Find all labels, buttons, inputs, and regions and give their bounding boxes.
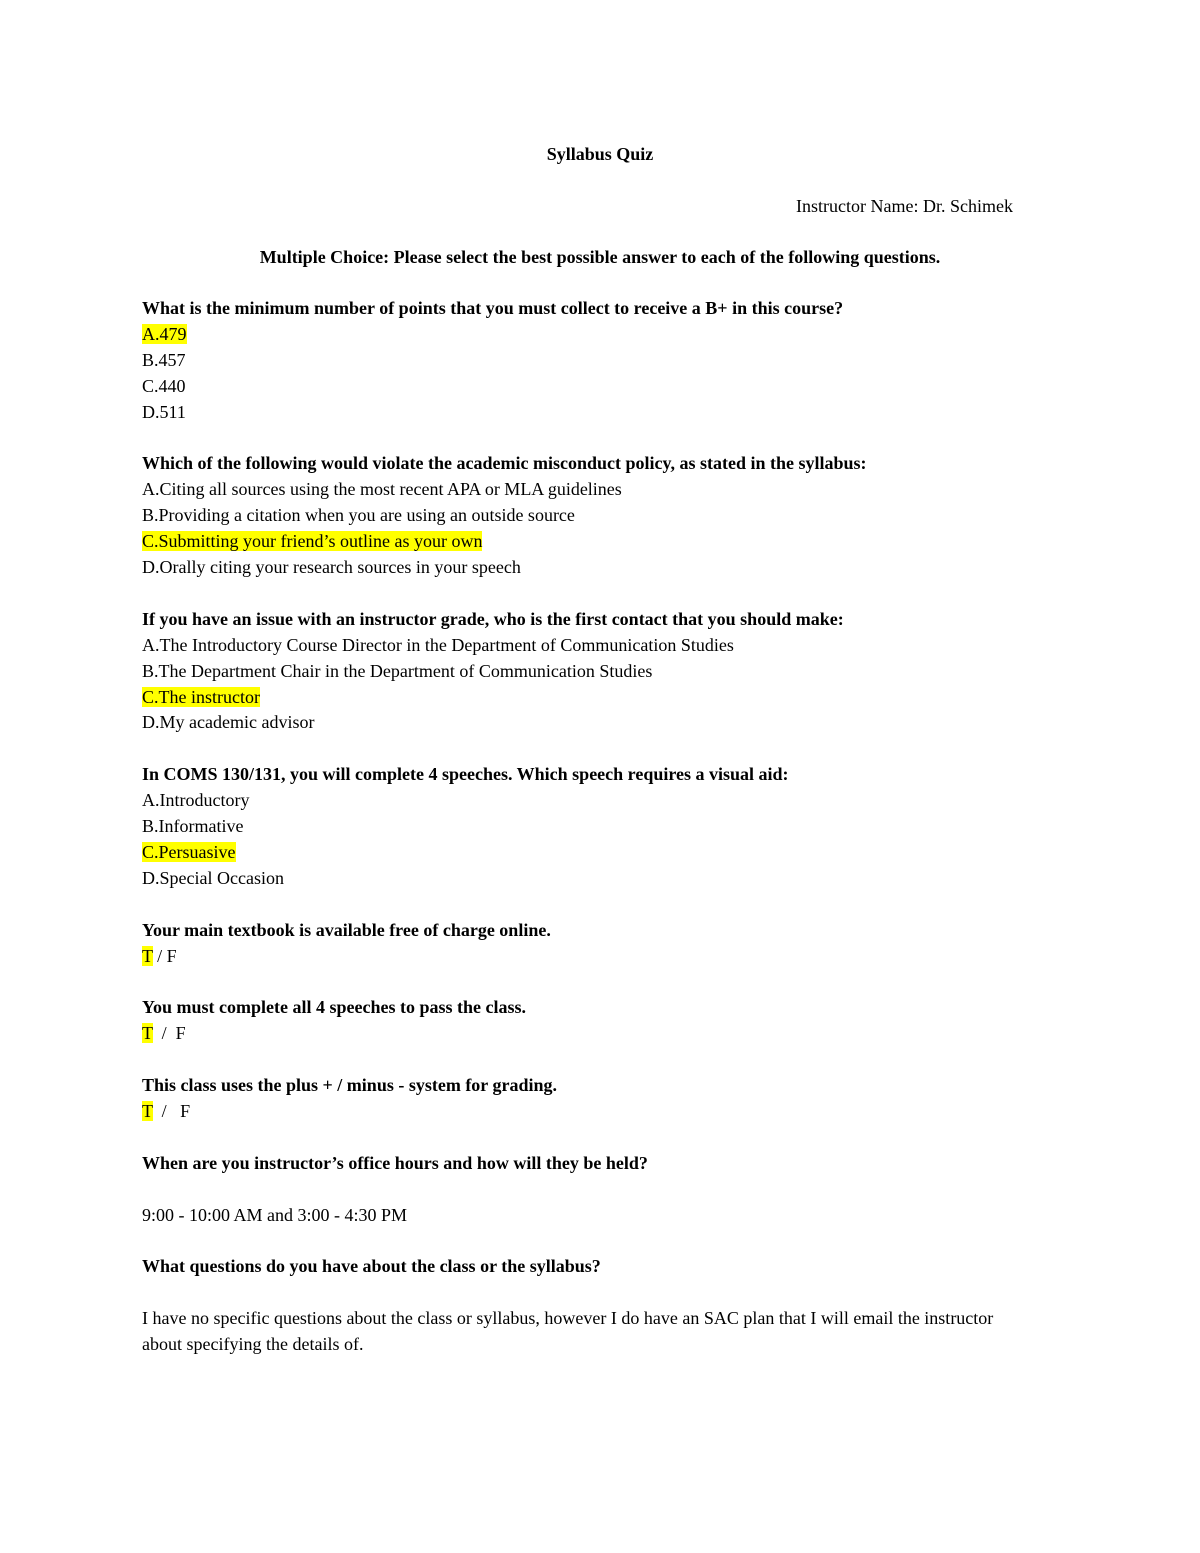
option-d: D.My academic advisor	[142, 712, 315, 733]
question-1	[142, 296, 1022, 426]
false-option: / F	[152, 1101, 191, 1121]
document-title: Syllabus Quiz	[546, 144, 654, 164]
question-text: In COMS 130/131, you will complete 4 speeches. Which speech requires a visual aid:	[142, 764, 789, 785]
option-c	[142, 840, 1022, 866]
instructor-name: Instructor Name: Dr. Schimek	[796, 196, 1013, 216]
instructions: Multiple Choice: Please select the best possible answer to each of the following questions.	[259, 247, 941, 267]
option-b: B.Providing a citation when you are using an outside source	[142, 505, 575, 526]
question-text: What questions do you have about the class or the syllabus?	[142, 1256, 601, 1277]
question-text: When are you instructor’s office hours and how will they be held?	[142, 1152, 648, 1173]
selected-answer: C.The instructor	[142, 686, 260, 707]
option-b: B.Informative	[142, 816, 244, 837]
selected-answer: T	[142, 945, 153, 966]
option-b: B.457	[142, 349, 186, 370]
option-c	[142, 529, 1022, 555]
question-2	[142, 451, 1022, 581]
false-option: / F	[152, 1023, 186, 1044]
question-text: Which of the following would violate the academic misconduct policy, as stated in the syllabus:	[142, 453, 867, 474]
written-answer: 9:00 - 10:00 AM and 3:00 - 4:30 PM	[142, 1204, 408, 1225]
selected-answer: T	[142, 1023, 153, 1044]
option-c: C.440	[142, 375, 186, 396]
option-b: B.The Department Chair in the Department of Communication Studies	[142, 660, 653, 681]
option-a	[142, 322, 1022, 348]
true-false-answer	[142, 944, 1022, 970]
question-text: This class uses the plus + / minus - system for grading.	[142, 1075, 557, 1096]
question-3	[142, 607, 1022, 737]
selected-answer: C.Persuasive	[142, 841, 236, 862]
question-text: What is the minimum number of points that you must collect to receive a B+ in this course?	[142, 298, 844, 318]
question-8	[142, 1151, 1022, 1229]
option-a: A.Citing all sources using the most recent APA or MLA guidelines	[142, 479, 622, 500]
false-option: / F	[152, 945, 177, 966]
quiz-body	[142, 296, 1022, 1384]
question-6	[142, 995, 1022, 1047]
true-false-answer	[142, 1021, 1022, 1047]
question-9	[142, 1254, 1022, 1358]
question-4	[142, 762, 1022, 892]
selected-answer: T	[142, 1101, 153, 1121]
question-7	[142, 1073, 1022, 1125]
option-d: D.511	[142, 401, 186, 422]
written-answer: I have no specific questions about the class or syllabus, however I do have an SAC plan that I will email the instructor about specifying the details of.	[142, 1308, 994, 1355]
option-a: A.The Introductory Course Director in the Department of Communication Studies	[142, 634, 734, 655]
question-text: Your main textbook is available free of charge online.	[142, 919, 551, 940]
selected-answer: C.Submitting your friend’s outline as your own	[142, 531, 483, 552]
true-false-answer	[142, 1099, 1022, 1125]
option-d: D.Special Occasion	[142, 867, 284, 888]
question-5	[142, 918, 1022, 970]
option-c	[142, 685, 1022, 711]
option-a: A.Introductory	[142, 790, 250, 811]
option-d: D.Orally citing your research sources in your speech	[142, 557, 521, 578]
selected-answer: A.479	[142, 323, 187, 344]
question-text: You must complete all 4 speeches to pass the class.	[142, 997, 526, 1018]
question-text: If you have an issue with an instructor grade, who is the first contact that you should make:	[142, 608, 844, 629]
